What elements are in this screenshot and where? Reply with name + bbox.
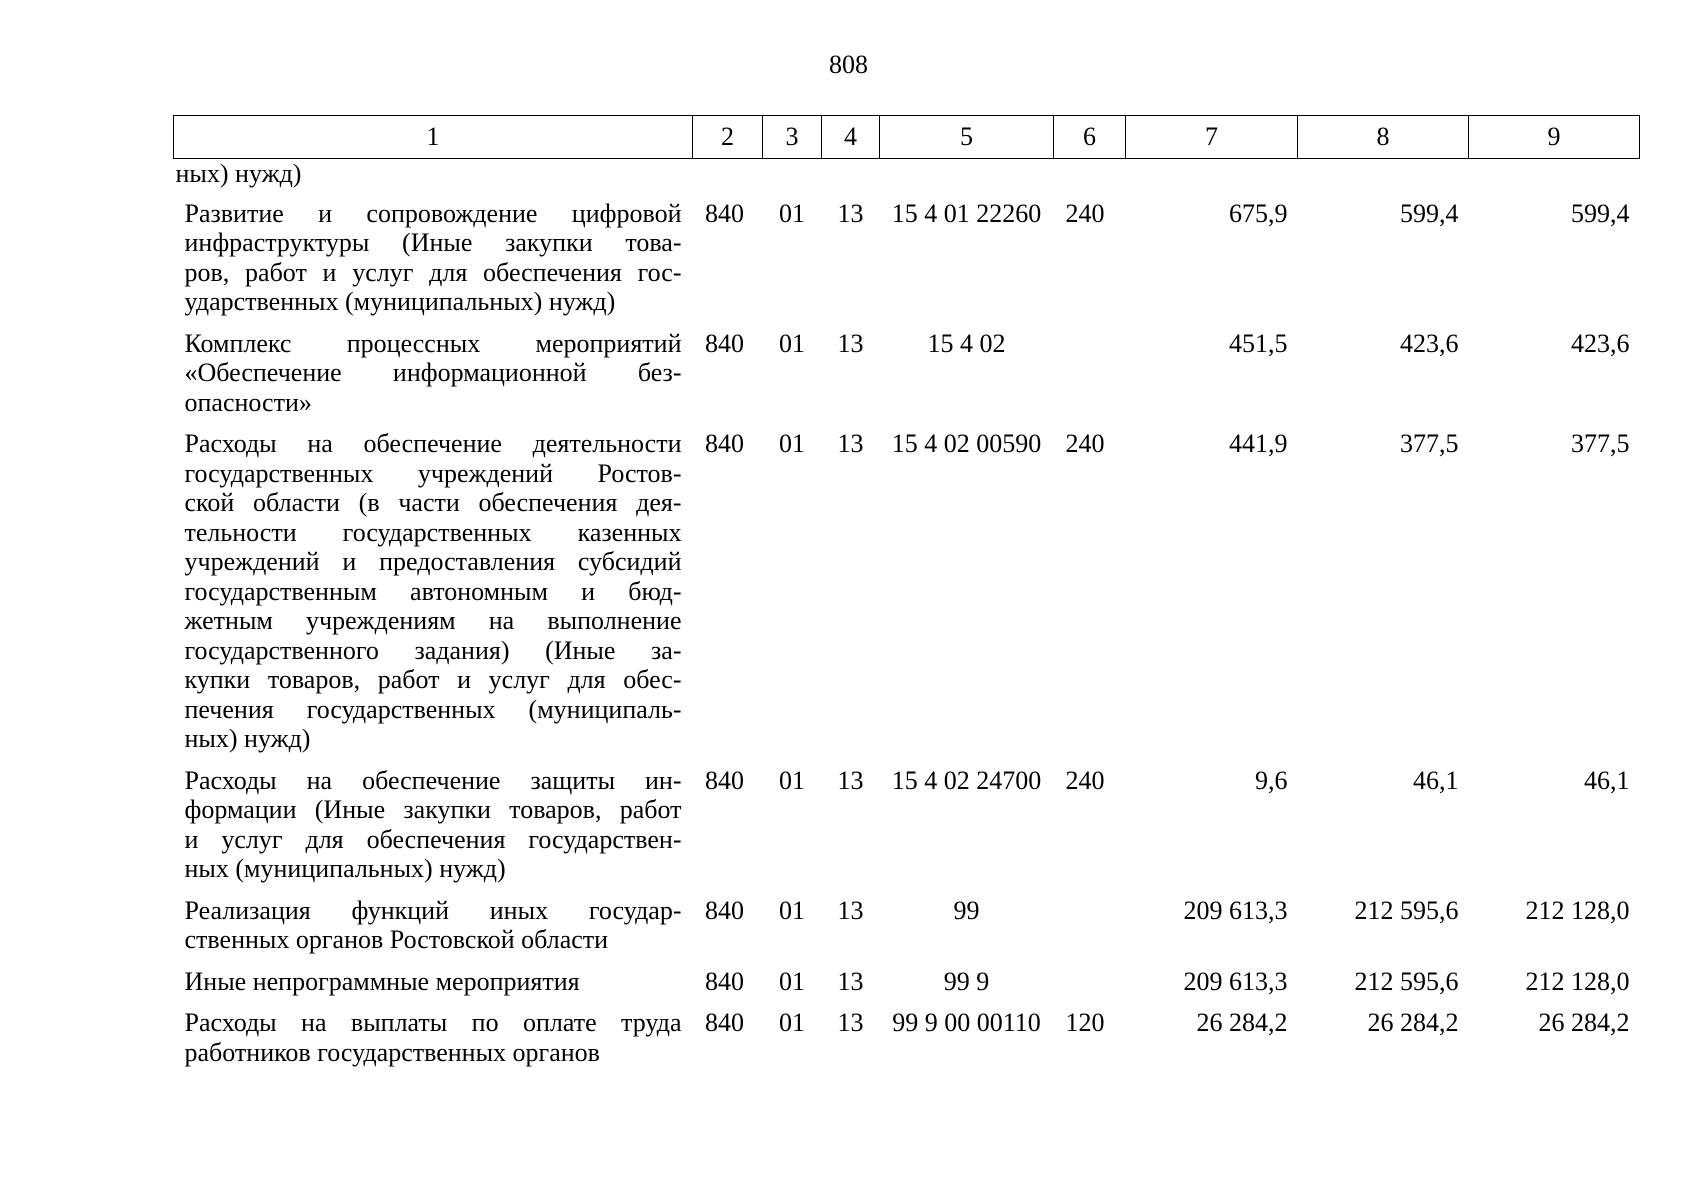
table-header-row xyxy=(174,116,1640,159)
expense-type-code xyxy=(1054,967,1126,1009)
section-code: 01 xyxy=(779,429,805,458)
expense-type-code xyxy=(1054,329,1126,430)
table-row xyxy=(174,1008,1640,1079)
amount-year-3: 26 284,2 xyxy=(1538,1008,1630,1037)
description-line: инфраструктуры (Иные закупки това- xyxy=(184,228,682,257)
row-description xyxy=(174,329,693,430)
description-line: ской области (в части обеспечения дея- xyxy=(184,488,682,517)
table-row xyxy=(174,766,1640,896)
amount-year-1: 441,9 xyxy=(1229,429,1288,458)
amount-year-1: 209 613,3 xyxy=(1183,895,1288,925)
amount-year-1: 26 284,2 xyxy=(1196,1008,1288,1037)
subsection-code: 13 xyxy=(837,429,864,458)
description-line: Комплекс процессных мероприятий xyxy=(184,328,682,358)
target-article-code: 15 4 02 24700 xyxy=(891,765,1042,795)
amount-year-3: 212 128,0 xyxy=(1525,895,1630,925)
amount-year-2: 423,6 xyxy=(1400,328,1459,358)
row-description xyxy=(174,967,693,1009)
description-line: печения государственных (муниципаль- xyxy=(184,694,682,724)
subsection-code: 13 xyxy=(837,198,864,228)
amount-year-1: 209 613,3 xyxy=(1183,966,1288,996)
description-line: тельности государственных казенных xyxy=(184,517,682,547)
header-col-5: 5 xyxy=(880,116,1054,159)
row-description xyxy=(174,766,693,896)
description-line: ров, работ и услуг для обеспечения гос- xyxy=(184,257,682,287)
description-line: Расходы на выплаты по оплате труда xyxy=(184,1008,682,1037)
description-line: государственного задания) (Иные за- xyxy=(184,635,682,665)
section-code: 01 xyxy=(779,198,805,228)
description-line: государственным автономным и бюд- xyxy=(184,576,682,606)
description-line: Иные непрограммные мероприятия xyxy=(184,966,580,996)
expense-type-code: 240 xyxy=(1065,765,1105,795)
continuation-text: ных) нужд) xyxy=(175,159,302,188)
description-line: учреждений и предоставления субсидий xyxy=(184,547,682,576)
description-line: Реализация функций иных государ- xyxy=(184,895,682,925)
description-line: «Обеспечение информационной без- xyxy=(184,358,682,387)
table-row xyxy=(174,429,1640,766)
table-row xyxy=(174,199,1640,329)
subsection-code: 13 xyxy=(837,895,864,925)
description-line: ударственных (муниципальных) нужд) xyxy=(184,287,616,316)
table-row xyxy=(174,329,1640,430)
description-line: ственных органов Ростовской области xyxy=(184,925,609,954)
amount-year-2: 212 595,6 xyxy=(1354,895,1459,925)
ministry-code: 840 xyxy=(705,1008,744,1037)
target-article-code: 99 xyxy=(953,895,980,925)
amount-year-2: 599,4 xyxy=(1400,198,1459,228)
description-line: государственных учреждений Ростов- xyxy=(184,458,682,488)
target-article-code: 15 4 02 xyxy=(927,328,1006,358)
table-row xyxy=(174,896,1640,967)
header-col-3: 3 xyxy=(763,116,822,159)
description-line: жетным учреждениям на выполнение xyxy=(184,606,682,635)
amount-year-3: 377,5 xyxy=(1571,429,1630,458)
amount-year-3: 423,6 xyxy=(1571,328,1630,358)
description-line: опасности» xyxy=(184,387,312,417)
ministry-code: 840 xyxy=(705,328,744,358)
amount-year-2: 212 595,6 xyxy=(1354,966,1459,996)
section-code: 01 xyxy=(779,765,805,795)
target-article-code: 99 9 00 00110 xyxy=(892,1008,1041,1037)
amount-year-3: 212 128,0 xyxy=(1525,966,1630,996)
row-description xyxy=(174,1008,693,1079)
continuation-row xyxy=(174,159,1640,199)
table-row xyxy=(174,967,1640,1009)
subsection-code: 13 xyxy=(837,966,864,996)
description-line: Расходы на обеспечение защиты ин- xyxy=(184,765,682,795)
amount-year-1: 675,9 xyxy=(1229,198,1288,228)
description-line: купки товаров, работ и услуг для обес- xyxy=(184,665,682,694)
row-description xyxy=(174,896,693,967)
subsection-code: 13 xyxy=(837,328,864,358)
header-col-6: 6 xyxy=(1054,116,1126,159)
amount-year-3: 46,1 xyxy=(1584,765,1630,795)
expense-type-code: 120 xyxy=(1065,1008,1105,1037)
description-line: и услуг для обеспечения государствен- xyxy=(184,824,682,854)
page-number: 808 xyxy=(829,50,868,79)
ministry-code: 840 xyxy=(705,966,744,996)
ministry-code: 840 xyxy=(705,198,744,228)
header-col-8: 8 xyxy=(1298,116,1469,159)
description-line: ных (муниципальных) нужд) xyxy=(184,854,506,883)
amount-year-3: 599,4 xyxy=(1571,198,1630,228)
ministry-code: 840 xyxy=(705,765,744,795)
description-line: работников государственных органов xyxy=(184,1037,600,1067)
expense-type-code: 240 xyxy=(1065,198,1105,228)
amount-year-1: 9,6 xyxy=(1255,765,1288,795)
target-article-code: 15 4 01 22260 xyxy=(891,198,1042,228)
section-code: 01 xyxy=(779,895,805,925)
target-article-code: 15 4 02 00590 xyxy=(891,429,1042,458)
ministry-code: 840 xyxy=(705,895,744,925)
ministry-code: 840 xyxy=(705,429,744,458)
header-col-1: 1 xyxy=(174,116,693,159)
description-line: Расходы на обеспечение деятельности xyxy=(184,429,682,458)
amount-year-2: 377,5 xyxy=(1400,429,1459,458)
amount-year-2: 26 284,2 xyxy=(1367,1008,1459,1037)
subsection-code: 13 xyxy=(837,765,864,795)
expense-type-code xyxy=(1054,896,1126,967)
amount-year-2: 46,1 xyxy=(1413,765,1459,795)
description-line: Развитие и сопровождение цифровой xyxy=(184,198,682,228)
header-col-4: 4 xyxy=(822,116,880,159)
subsection-code: 13 xyxy=(837,1008,864,1037)
section-code: 01 xyxy=(779,328,805,358)
description-line: ных) нужд) xyxy=(184,724,311,753)
row-description xyxy=(174,199,693,329)
target-article-code: 99 9 xyxy=(943,966,990,996)
description-line: формации (Иные закупки товаров, работ xyxy=(184,795,682,824)
section-code: 01 xyxy=(779,966,805,996)
header-col-9: 9 xyxy=(1469,116,1640,159)
header-col-2: 2 xyxy=(693,116,763,159)
section-code: 01 xyxy=(779,1008,805,1037)
expense-type-code: 240 xyxy=(1065,429,1105,458)
row-description xyxy=(174,429,693,766)
header-col-7: 7 xyxy=(1126,116,1298,159)
amount-year-1: 451,5 xyxy=(1229,328,1288,358)
budget-table xyxy=(173,115,1640,1079)
